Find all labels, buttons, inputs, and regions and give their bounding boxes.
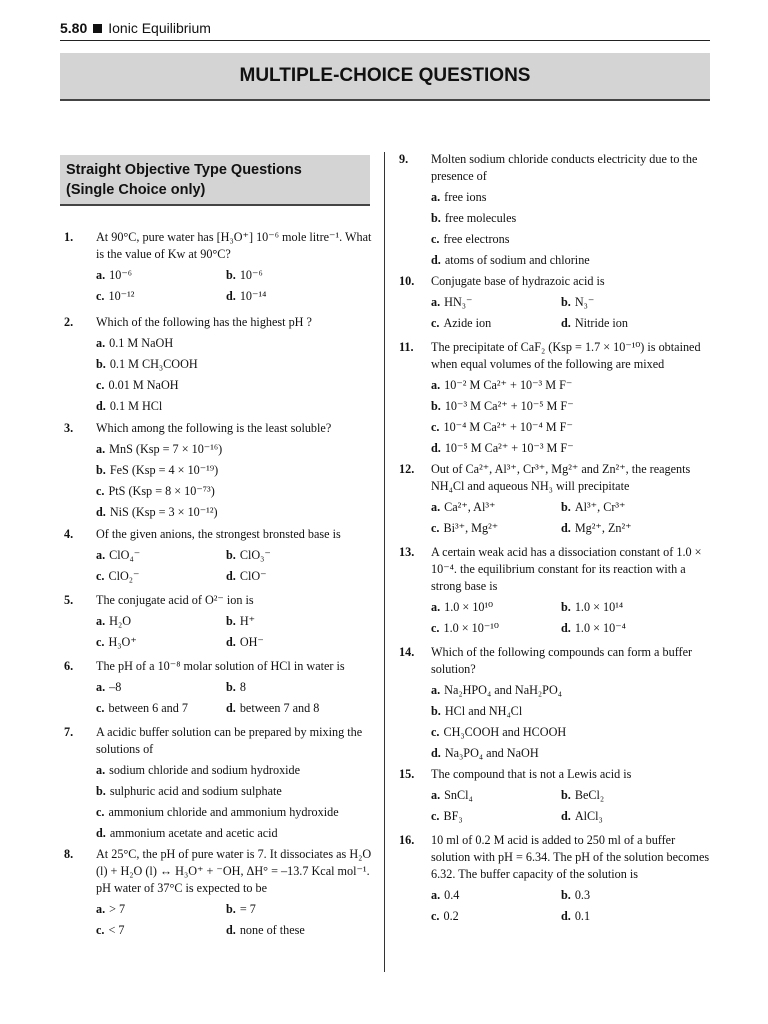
question [395,151,711,269]
option: c. Bi³⁺, Mg²⁺ [431,521,499,535]
option: d. Mg²⁺, Zn²⁺ [561,521,632,535]
option: b. 10⁻⁶ [226,268,263,282]
question-text: Which of the following has the highest pH ? [96,315,312,329]
option: c. < 7 [96,923,125,937]
question [60,526,372,589]
option: c. Azide ion [431,316,492,330]
option: a. Ca²⁺, Al³⁺ [431,500,496,514]
option: c. 10⁻⁴ M Ca²⁺ + 10⁻⁴ M F⁻ [431,420,573,434]
option: a. ClO₄⁻ [96,548,141,562]
option: d. between 7 and 8 [226,701,320,715]
question-number: 12. [399,462,415,476]
question [395,644,711,762]
option: c. PtS (Ksp = 8 × 10⁻⁷³) [96,484,215,498]
right-column [395,151,711,929]
question [395,832,711,929]
option: d. 1.0 × 10⁻⁴ [561,621,626,635]
question-text: The precipitate of CaF₂ (Ksp = 1.7 × 10⁻¹⁰) is obtained when equal volumes of the following are mixed [431,340,701,371]
option: a. HN₃⁻ [431,295,473,309]
option: d. AlCl₃ [561,809,603,823]
option: a. 0.4 [431,888,460,902]
question-text: Of the given anions, the strongest bronsted base is [96,527,341,541]
question [60,658,372,721]
option: d. OH⁻ [226,635,264,649]
option: d. Nitride ion [561,316,628,330]
question-number: 13. [399,545,415,559]
option: c. 0.2 [431,909,459,923]
option: a. 1.0 × 10¹⁰ [431,600,494,614]
question [60,314,372,415]
question-number: 9. [399,152,409,166]
question [395,273,711,336]
option: c. free electrons [431,232,510,246]
chapter-title: Ionic Equilibrium [108,20,211,36]
question [60,592,372,655]
option: b. free molecules [431,211,517,225]
running-header [60,20,710,41]
option: c. 1.0 × 10⁻¹⁰ [431,621,499,635]
option: a. free ions [431,190,487,204]
option: b. HCl and NH₄Cl [431,704,523,718]
question [395,461,711,541]
option: c. ammonium chloride and ammonium hydroxide [96,805,339,819]
question [395,339,711,457]
section-banner: MULTIPLE-CHOICE QUESTIONS [60,53,710,101]
option: a. > 7 [96,902,126,916]
option: b. 1.0 × 10¹⁴ [561,600,624,614]
option: a. MnS (Ksp = 7 × 10⁻¹⁶) [96,442,223,456]
question-number: 10. [399,274,415,288]
option: b. = 7 [226,902,256,916]
question-text: The compound that is not a Lewis acid is [431,767,632,781]
question-type-line2: (Single Choice only) [66,182,206,198]
option: a. SnCl₄ [431,788,473,802]
question [60,846,372,943]
question-number: 5. [64,593,74,607]
option: a. –8 [96,680,122,694]
option: d. atoms of sodium and chlorine [431,253,590,267]
left-column [60,229,372,943]
option: d. 10⁻⁵ M Ca²⁺ + 10⁻³ M F⁻ [431,441,574,455]
question-number: 1. [64,230,74,244]
question-number: 8. [64,847,74,861]
option: c. ClO₂⁻ [96,569,140,583]
question-text: Which of the following compounds can form a buffer solution? [431,645,693,676]
square-bullet-icon [93,24,102,33]
option: b. N₃⁻ [561,295,595,309]
option: d. none of these [226,923,305,937]
option: d. Na₃PO₄ and NaOH [431,746,539,760]
question-text: The conjugate acid of O²⁻ ion is [96,593,254,607]
option: b. ClO₃⁻ [226,548,271,562]
option: a. sodium chloride and sodium hydroxide [96,763,301,777]
question [395,544,711,641]
option: b. 0.1 M CH₃COOH [96,357,198,371]
option: c. BF₃ [431,809,463,823]
option: d. ClO⁻ [226,569,267,583]
option: b. sulphuric acid and sodium sulphate [96,784,282,798]
question-number: 16. [399,833,415,847]
option: b. H⁺ [226,614,256,628]
page-number: 5.80 [60,20,88,36]
option: d. 0.1 M HCl [96,399,163,413]
option: d. 0.1 [561,909,591,923]
question [395,766,711,829]
question-text: A certain weak acid has a dissociation constant of 1.0 × 10⁻⁴. the equilibrium constant for its reaction with a strong base is [431,545,702,593]
question-text: At 25°C, the pH of pure water is 7. It dissociates as H₂O (l) + H₂O (l) ↔ H₃O⁺ + ⁻OH, ΔH° = –13.7 Kcal mol⁻¹. pH water of 37°C is expected to be [96,847,372,895]
question [60,724,372,842]
question-number: 7. [64,725,74,739]
question-text: Out of Ca²⁺, Al³⁺, Cr³⁺, Mg²⁺ and Zn²⁺, the reagents NH₄Cl and aqueous NH₃ will precipitate [431,462,691,493]
option: d. ammonium acetate and acetic acid [96,826,278,840]
column-divider [384,152,385,972]
question-text: Conjugate base of hydrazoic acid is [431,274,605,288]
option: c. CH₃COOH and HCOOH [431,725,567,739]
option: c. H₃O⁺ [96,635,137,649]
question-number: 3. [64,421,74,435]
question-number: 6. [64,659,74,673]
option: d. 10⁻¹⁴ [226,289,267,303]
question-number: 2. [64,315,74,329]
option: b. 10⁻³ M Ca²⁺ + 10⁻⁵ M F⁻ [431,399,574,413]
question-text: A acidic buffer solution can be prepared by mixing the solutions of [96,725,363,756]
question-type-line1: Straight Objective Type Questions [66,162,302,178]
question [60,229,372,309]
question [60,420,372,521]
option: b. 8 [226,680,246,694]
option: b. FeS (Ksp = 4 × 10⁻¹⁹) [96,463,219,477]
option: a. 10⁻⁶ [96,268,133,282]
option: d. NiS (Ksp = 3 × 10⁻¹²) [96,505,218,519]
question-number: 4. [64,527,74,541]
option: b. Al³⁺, Cr³⁺ [561,500,626,514]
question-text: 10 ml of 0.2 M acid is added to 250 ml of a buffer solution with pH = 6.34. The pH of the solution becomes 6.32. The buffer capacity of the solution is [431,833,710,881]
option: b. BeCl₂ [561,788,605,802]
question-text: Molten sodium chloride conducts electricity due to the presence of [431,152,698,183]
question-text: At 90°C, pure water has [H₃O⁺] 10⁻⁶ mole litre⁻¹. What is the value of Kw at 90°C? [96,230,372,261]
option: a. Na₂HPO₄ and NaH₂PO₄ [431,683,563,697]
option: c. 10⁻¹² [96,289,135,303]
question-number: 11. [399,340,414,354]
option: c. 0.01 M NaOH [96,378,179,392]
option: a. 10⁻² M Ca²⁺ + 10⁻³ M F⁻ [431,378,573,392]
question-type-box [60,155,370,206]
question-text: Which among the following is the least soluble? [96,421,332,435]
question-number: 15. [399,767,415,781]
option: b. 0.3 [561,888,591,902]
option: a. H₂O [96,614,131,628]
question-text: The pH of a 10⁻⁸ molar solution of HCl in water is [96,659,345,673]
question-number: 14. [399,645,415,659]
option: c. between 6 and 7 [96,701,188,715]
option: a. 0.1 M NaOH [96,336,174,350]
